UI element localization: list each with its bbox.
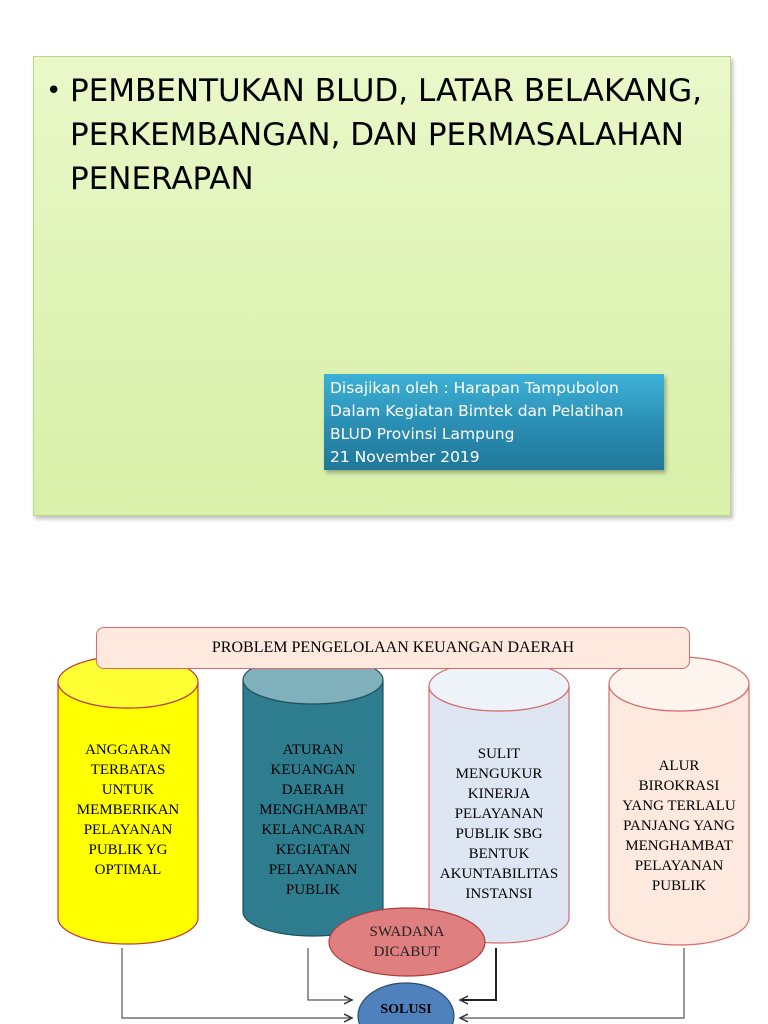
title-line: PERKEMBANGAN, DAN PERMASALAHAN (70, 117, 684, 153)
cylinder-anggaran-text: ANGGARAN TERBATAS UNTUK MEMBERIKAN PELAYANAN PUBLIK YG OPTIMAL (76, 742, 180, 878)
date-line: 21 November 2019 (330, 448, 480, 466)
cylinder-aturan-text: ATURAN KEUANGAN DAERAH MENGHAMBAT KELANCARAN KEGIATAN PELAYANAN PUBLIK (259, 742, 367, 898)
swadana-label: SWADANA DICABUT (369, 924, 445, 960)
cylinder-sulit-text: SULIT MENGUKUR KINERJA PELAYANAN PUBLIK SBG BENTUK AKUNTABILITAS INSTANSI (439, 746, 559, 902)
problem-header: PROBLEM PENGELOLAAN KEUANGAN DAERAH (96, 627, 690, 669)
title-slide (33, 56, 731, 516)
problem-diagram (0, 600, 768, 1024)
event-line: Dalam Kegiatan Bimtek dan Pelatihan (330, 402, 624, 420)
slide-title (46, 69, 716, 201)
title-line: PENERAPAN (70, 161, 254, 197)
arrow-left-outer (122, 948, 352, 1018)
bullet-icon: • (46, 76, 62, 106)
presenter-line: Disajikan oleh : Harapan Tampubolon (330, 379, 619, 397)
title-line: PEMBENTUKAN BLUD, LATAR BELAKANG, (70, 73, 703, 109)
location-line: BLUD Provinsi Lampung (330, 425, 515, 443)
arrow-right-outer (460, 948, 684, 1018)
solusi-label: SOLUSI (380, 1002, 432, 1017)
cylinder-alur-text: ALUR BIROKRASI YANG TERLALU PANJANG YANG MENGHAMBAT PELAYANAN PUBLIK (622, 758, 736, 894)
presenter-box (324, 374, 664, 470)
